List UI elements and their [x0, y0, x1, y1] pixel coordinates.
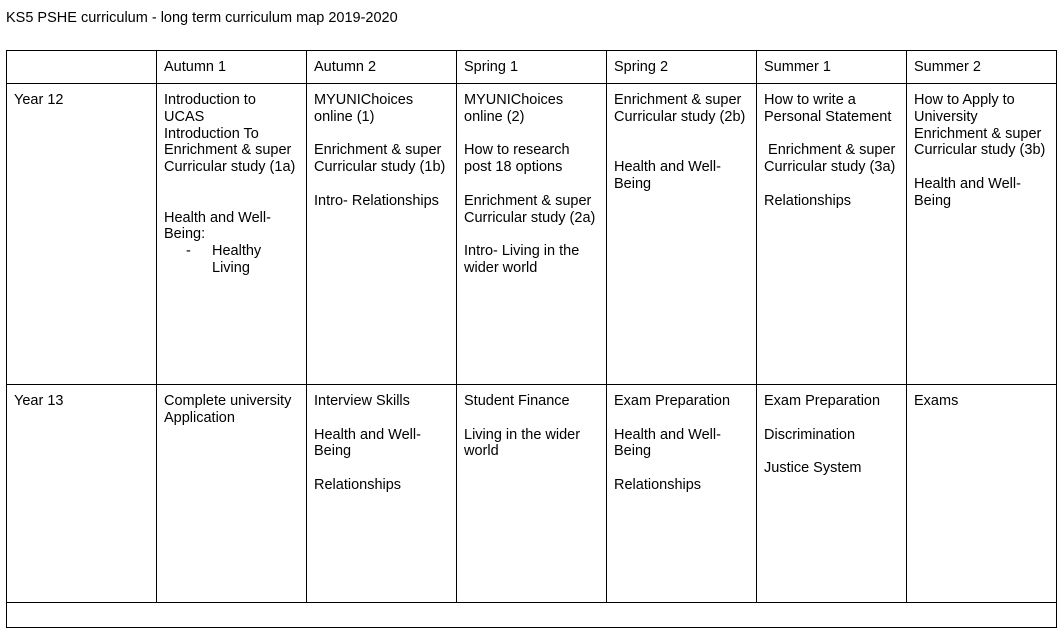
cell-line: world — [464, 443, 499, 460]
blank-line — [464, 176, 599, 193]
cell-line: Relationships — [314, 476, 402, 493]
blank-line — [914, 159, 1049, 176]
cell-line: Enrichment & super — [464, 192, 592, 209]
year-13-row — [7, 385, 1057, 603]
year-13-autumn-1-cell — [157, 385, 307, 603]
year-13-label: Year 13 — [7, 385, 157, 603]
cell-line: Being — [614, 175, 652, 192]
blank-line — [164, 176, 299, 193]
blank-line — [764, 126, 899, 143]
blank-line — [614, 142, 749, 159]
cell-line: Student Finance — [464, 393, 570, 409]
cell-line: Curricular study (1a) — [164, 159, 296, 176]
curriculum-table — [6, 50, 1057, 628]
cell-line: Health and Well- — [614, 159, 721, 176]
blank-line — [314, 460, 449, 477]
empty-cell — [7, 603, 1057, 628]
blank-line — [764, 410, 899, 427]
year-12-autumn-1-cell — [157, 84, 307, 385]
cell-line: UCAS — [164, 108, 205, 125]
empty-row — [7, 603, 1057, 628]
blank-line — [764, 443, 899, 460]
cell-line: Introduction To — [164, 125, 259, 142]
bullet-item — [164, 243, 299, 277]
cell-line: How to write a — [764, 92, 856, 108]
cell-line: Enrichment & super — [314, 142, 442, 159]
cell-line: Curricular study (1b) — [314, 159, 446, 176]
cell-line: Complete university — [164, 393, 292, 409]
year-13-summer-1-cell — [757, 385, 907, 603]
document-title: KS5 PSHE curriculum - long term curriculum map 2019-2020 — [6, 10, 398, 26]
cell-line: Being — [914, 192, 952, 209]
cell-line: MYUNIChoices — [464, 92, 564, 108]
cell-line: Intro- Relationships — [314, 192, 439, 209]
cell-line: MYUNIChoices — [314, 92, 414, 108]
cell-line: Being — [314, 443, 352, 460]
cell-line: Intro- Living in the — [464, 243, 580, 260]
year-12-label: Year 12 — [7, 84, 157, 385]
cell-line: Exams — [914, 393, 959, 409]
cell-line: Living in the wider — [464, 426, 581, 443]
header-cell-autumn-2: Autumn 2 — [307, 51, 457, 84]
cell-line: Curricular study (3b) — [914, 142, 1046, 159]
blank-line — [164, 193, 299, 210]
year-12-summer-1-cell — [757, 84, 907, 385]
header-row — [7, 51, 1057, 84]
blank-line — [614, 126, 749, 143]
blank-line — [314, 176, 449, 193]
cell-line: Being — [614, 443, 652, 460]
cell-line: Interview Skills — [314, 393, 410, 409]
cell-line: How to Apply to — [914, 92, 1015, 108]
header-cell-autumn-1: Autumn 1 — [157, 51, 307, 84]
cell-line: Introduction to — [164, 92, 256, 108]
cell-line: Enrichment & super — [614, 92, 742, 108]
blank-line — [314, 126, 449, 143]
blank-line — [614, 460, 749, 477]
dash-bullet-icon: - — [186, 243, 191, 260]
cell-line: How to research — [464, 142, 570, 159]
cell-line: Application — [164, 409, 235, 426]
cell-line: Enrichment & super — [164, 142, 292, 159]
cell-line: Health and Well- — [314, 426, 421, 443]
cell-line: Justice System — [764, 460, 862, 477]
cell-line: Curricular study (2b) — [614, 108, 746, 125]
bullet-text — [212, 243, 299, 277]
cell-line: post 18 options — [464, 159, 563, 176]
blank-line — [614, 410, 749, 427]
year-13-spring-1-cell — [457, 385, 607, 603]
header-cell-spring-1: Spring 1 — [457, 51, 607, 84]
year-13-autumn-2-cell — [307, 385, 457, 603]
year-13-summer-2-cell — [907, 385, 1057, 603]
cell-line: Curricular study (2a) — [464, 209, 596, 226]
cell-line: Exam Preparation — [764, 393, 881, 409]
header-cell-corner — [7, 51, 157, 84]
cell-line: online (2) — [464, 108, 525, 125]
cell-line: wider world — [464, 259, 538, 276]
cell-line: Health and Well- — [164, 209, 271, 226]
year-12-row — [7, 84, 1057, 385]
blank-line — [764, 176, 899, 193]
year-12-summer-2-cell — [907, 84, 1057, 385]
cell-line: Being: — [164, 226, 206, 243]
cell-line: University — [914, 108, 978, 125]
cell-line: Healthy — [212, 243, 262, 260]
year-13-spring-2-cell — [607, 385, 757, 603]
header-cell-spring-2: Spring 2 — [607, 51, 757, 84]
blank-line — [464, 410, 599, 427]
cell-line: Enrichment & super — [914, 125, 1042, 142]
cell-line: Personal Statement — [764, 108, 892, 125]
cell-line: Curricular study (3a) — [764, 159, 896, 176]
blank-line — [314, 410, 449, 427]
cell-line: Discrimination — [764, 426, 856, 443]
header-cell-summer-1: Summer 1 — [757, 51, 907, 84]
blank-line — [464, 126, 599, 143]
year-12-spring-2-cell — [607, 84, 757, 385]
year-12-autumn-2-cell — [307, 84, 457, 385]
year-12-spring-1-cell — [457, 84, 607, 385]
cell-line: Enrichment & super — [764, 142, 896, 159]
cell-line: Health and Well- — [614, 426, 721, 443]
cell-line: Relationships — [764, 192, 852, 209]
header-cell-summer-2: Summer 2 — [907, 51, 1057, 84]
cell-line: Relationships — [614, 476, 702, 493]
blank-line — [464, 226, 599, 243]
cell-line: Health and Well- — [914, 175, 1021, 192]
cell-line: Living — [212, 259, 250, 276]
cell-line: Exam Preparation — [614, 393, 731, 409]
cell-line: online (1) — [314, 108, 375, 125]
